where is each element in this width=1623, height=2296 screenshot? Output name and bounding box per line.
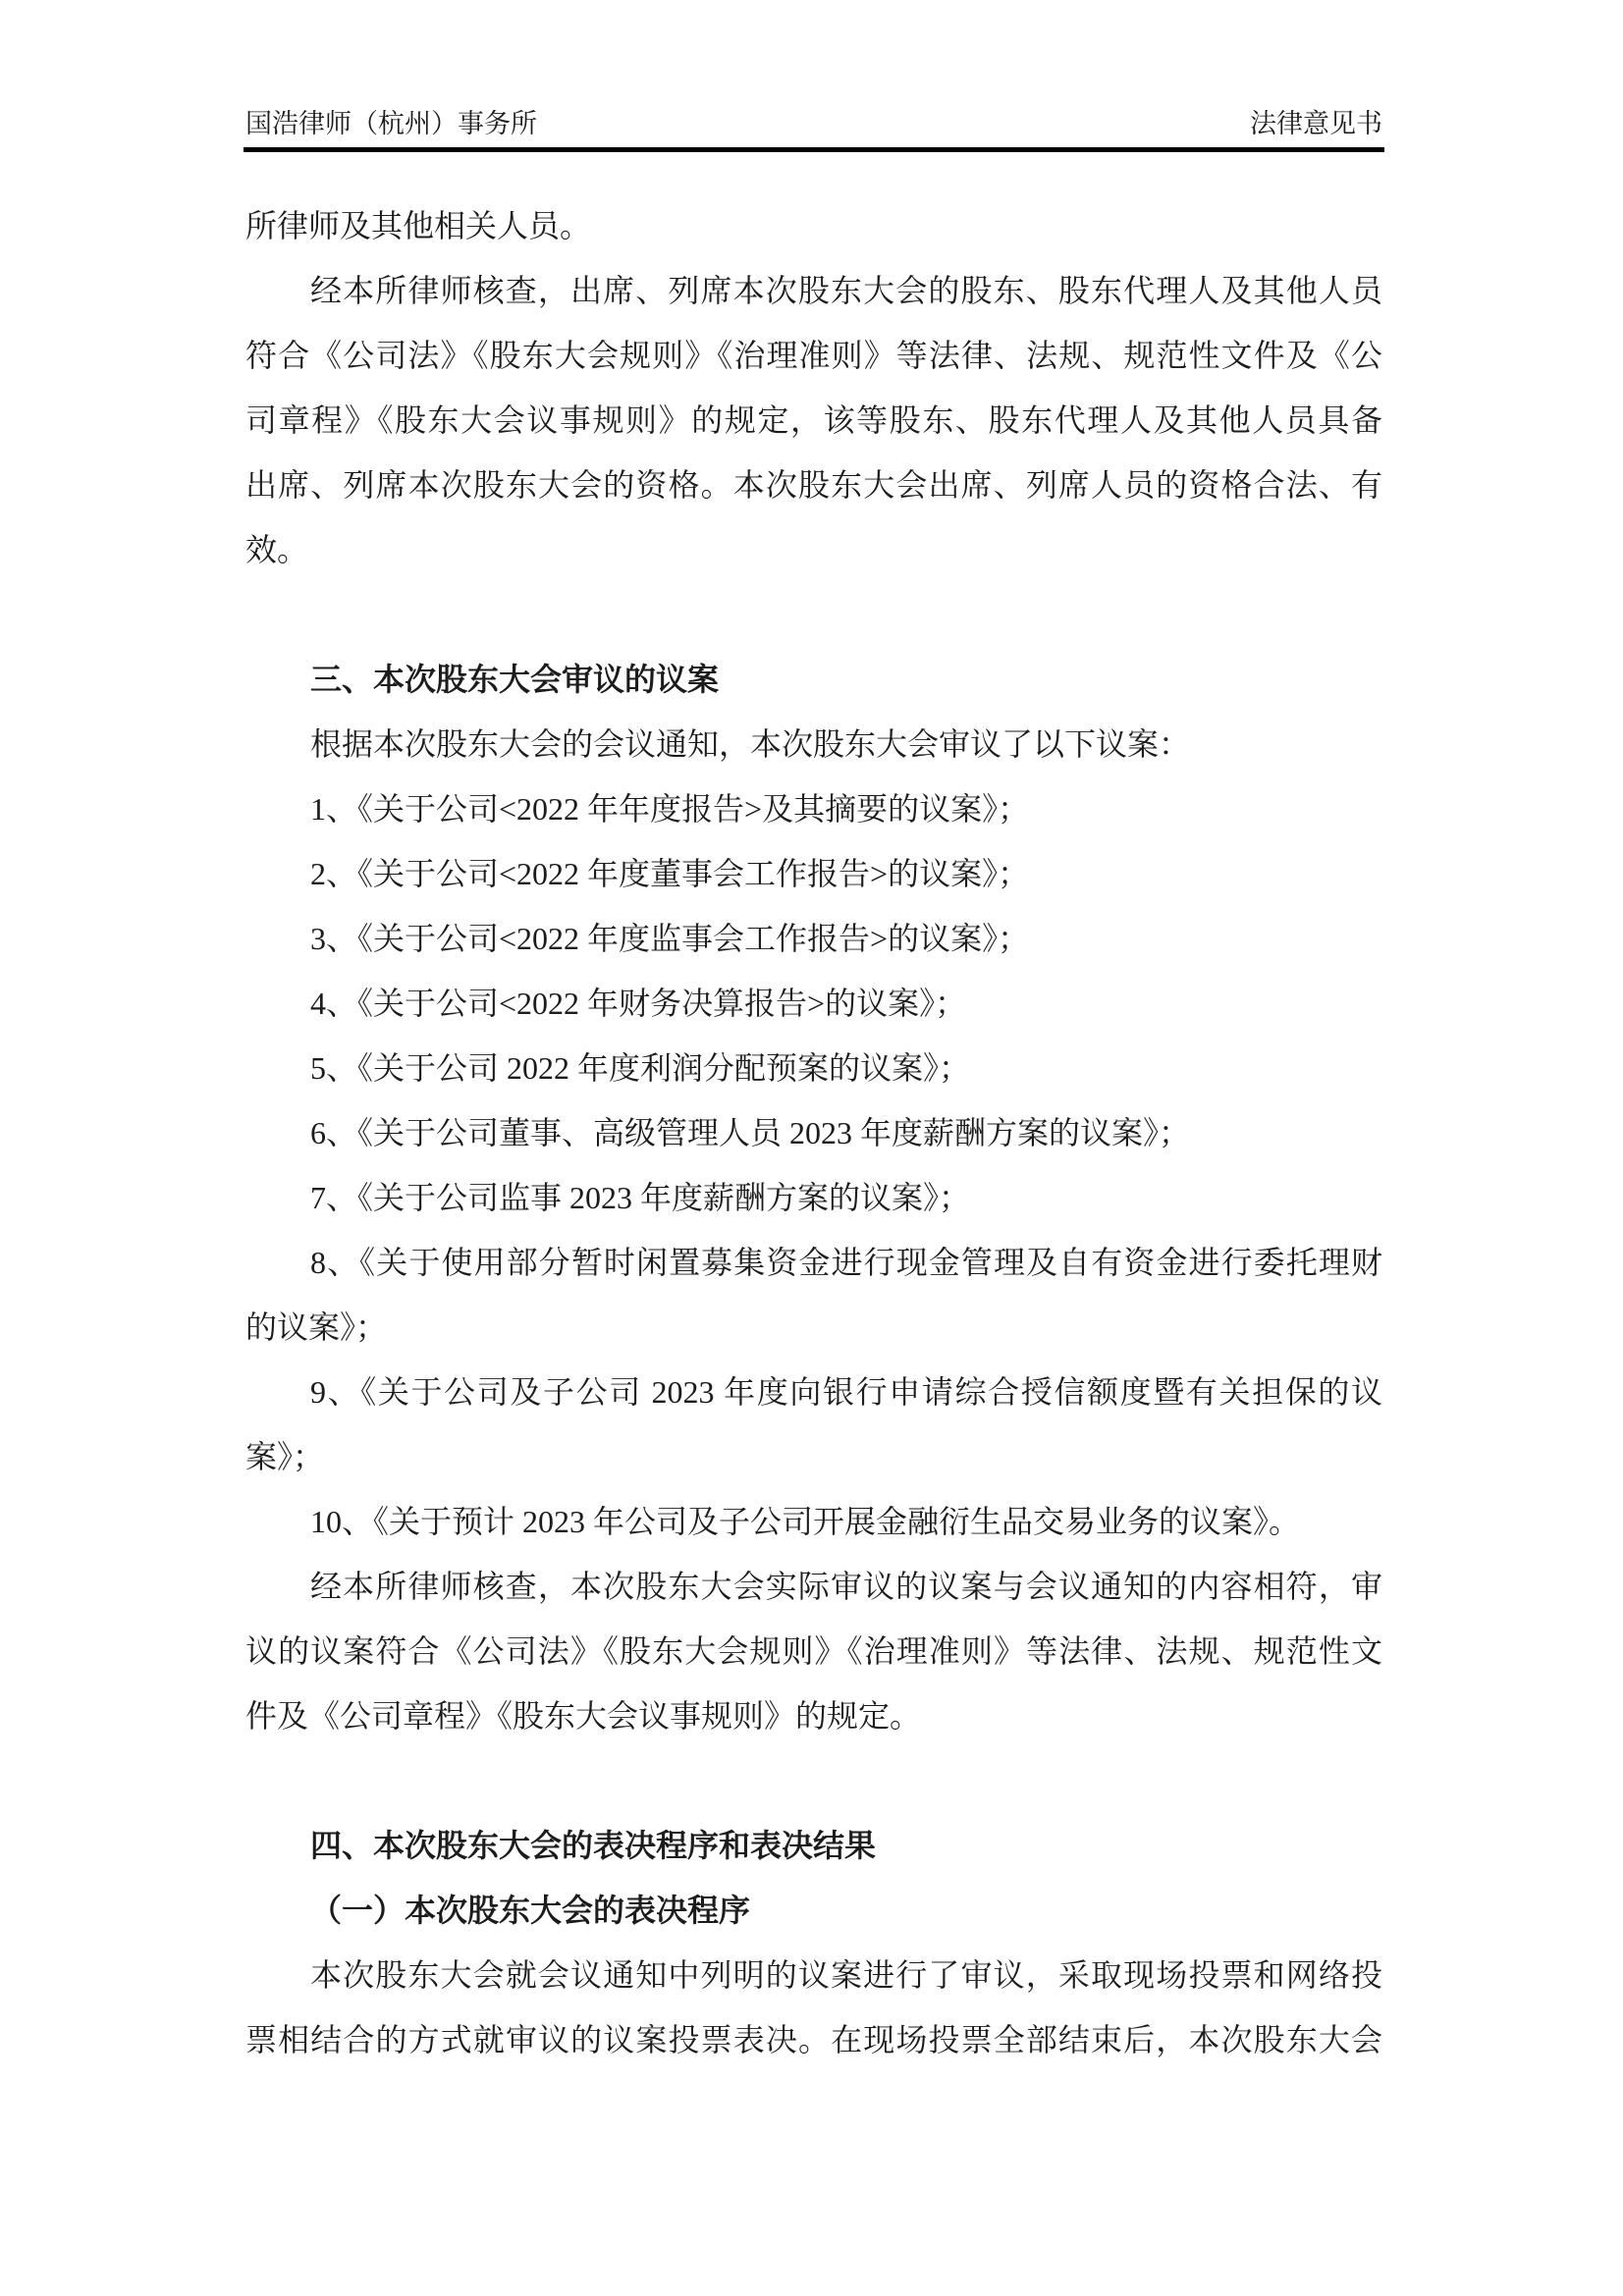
text-line: 出席、列席本次股东大会的资格。本次股东大会出席、列席人员的资格合法、有 [245,467,1382,503]
text-line: 4、《关于公司<2022 年财务决算报告>的议案》； [310,986,967,1021]
text-line: 票相结合的方式就审议的议案投票表决。在现场投票全部结束后，本次股东大会 [245,2022,1382,2057]
text-line: 2、《关于公司<2022 年度董事会工作报告>的议案》； [310,856,1030,891]
blank-line [245,1757,1382,1822]
section-heading: 三、本次股东大会审议的议案 [310,662,720,697]
document-body [245,202,1382,2081]
header-firm-name: 国浩律师（杭州）事务所 [245,109,537,138]
text-line: 件及《公司章程》《股东大会议事规则》的规定。 [245,1698,922,1734]
header-doc-type: 法律意见书 [1250,109,1382,138]
header-rule [243,147,1384,152]
section-heading: （一）本次股东大会的表决程序 [310,1893,751,1928]
text-line: 经本所律师核查，出席、列席本次股东大会的股东、股东代理人及其他人员 [310,273,1382,308]
page-header [245,106,1382,141]
text-line: 所律师及其他相关人员。 [245,208,592,243]
text-line: 本次股东大会就会议通知中列明的议案进行了审议，采取现场投票和网络投 [310,1957,1382,1993]
text-line: 7、《关于公司监事 2023 年度薪酬方案的议案》； [310,1180,971,1215]
text-line: 1、《关于公司<2022 年年度报告>及其摘要的议案》； [310,791,1030,827]
text-line: 符合《公司法》《股东大会规则》《治理准则》等法律、法规、规范性文件及《公 [245,338,1382,373]
text-line: 议的议案符合《公司法》《股东大会规则》《治理准则》等法律、法规、规范性文 [245,1633,1382,1669]
text-line: 司章程》《股东大会议事规则》的规定，该等股东、股东代理人及其他人员具备 [245,402,1382,438]
text-line: 9、《关于公司及子公司 2023 年度向银行申请综合授信额度暨有关担保的议 [310,1374,1382,1410]
text-line: 根据本次股东大会的会议通知，本次股东大会审议了以下议案： [310,726,1191,762]
text-line: 效。 [245,532,309,567]
text-line: 6、《关于公司董事、高级管理人员 2023 年度薪酬方案的议案》； [310,1115,1191,1150]
blank-line [245,591,1382,656]
text-line: 案》； [245,1439,325,1474]
text-line: 3、《关于公司<2022 年度监事会工作报告>的议案》； [310,921,1030,956]
text-line: 10、《关于预计 2023 年公司及子公司开展金融衍生品交易业务的议案》。 [310,1504,1301,1539]
text-line: 的议案》； [245,1309,388,1345]
section-heading: 四、本次股东大会的表决程序和表决结果 [310,1828,877,1863]
text-line: 经本所律师核查，本次股东大会实际审议的议案与会议通知的内容相符，审 [310,1569,1382,1604]
text-line: 5、《关于公司 2022 年度利润分配预案的议案》； [310,1050,971,1086]
text-line: 8、《关于使用部分暂时闲置募集资金进行现金管理及自有资金进行委托理财 [310,1245,1382,1280]
